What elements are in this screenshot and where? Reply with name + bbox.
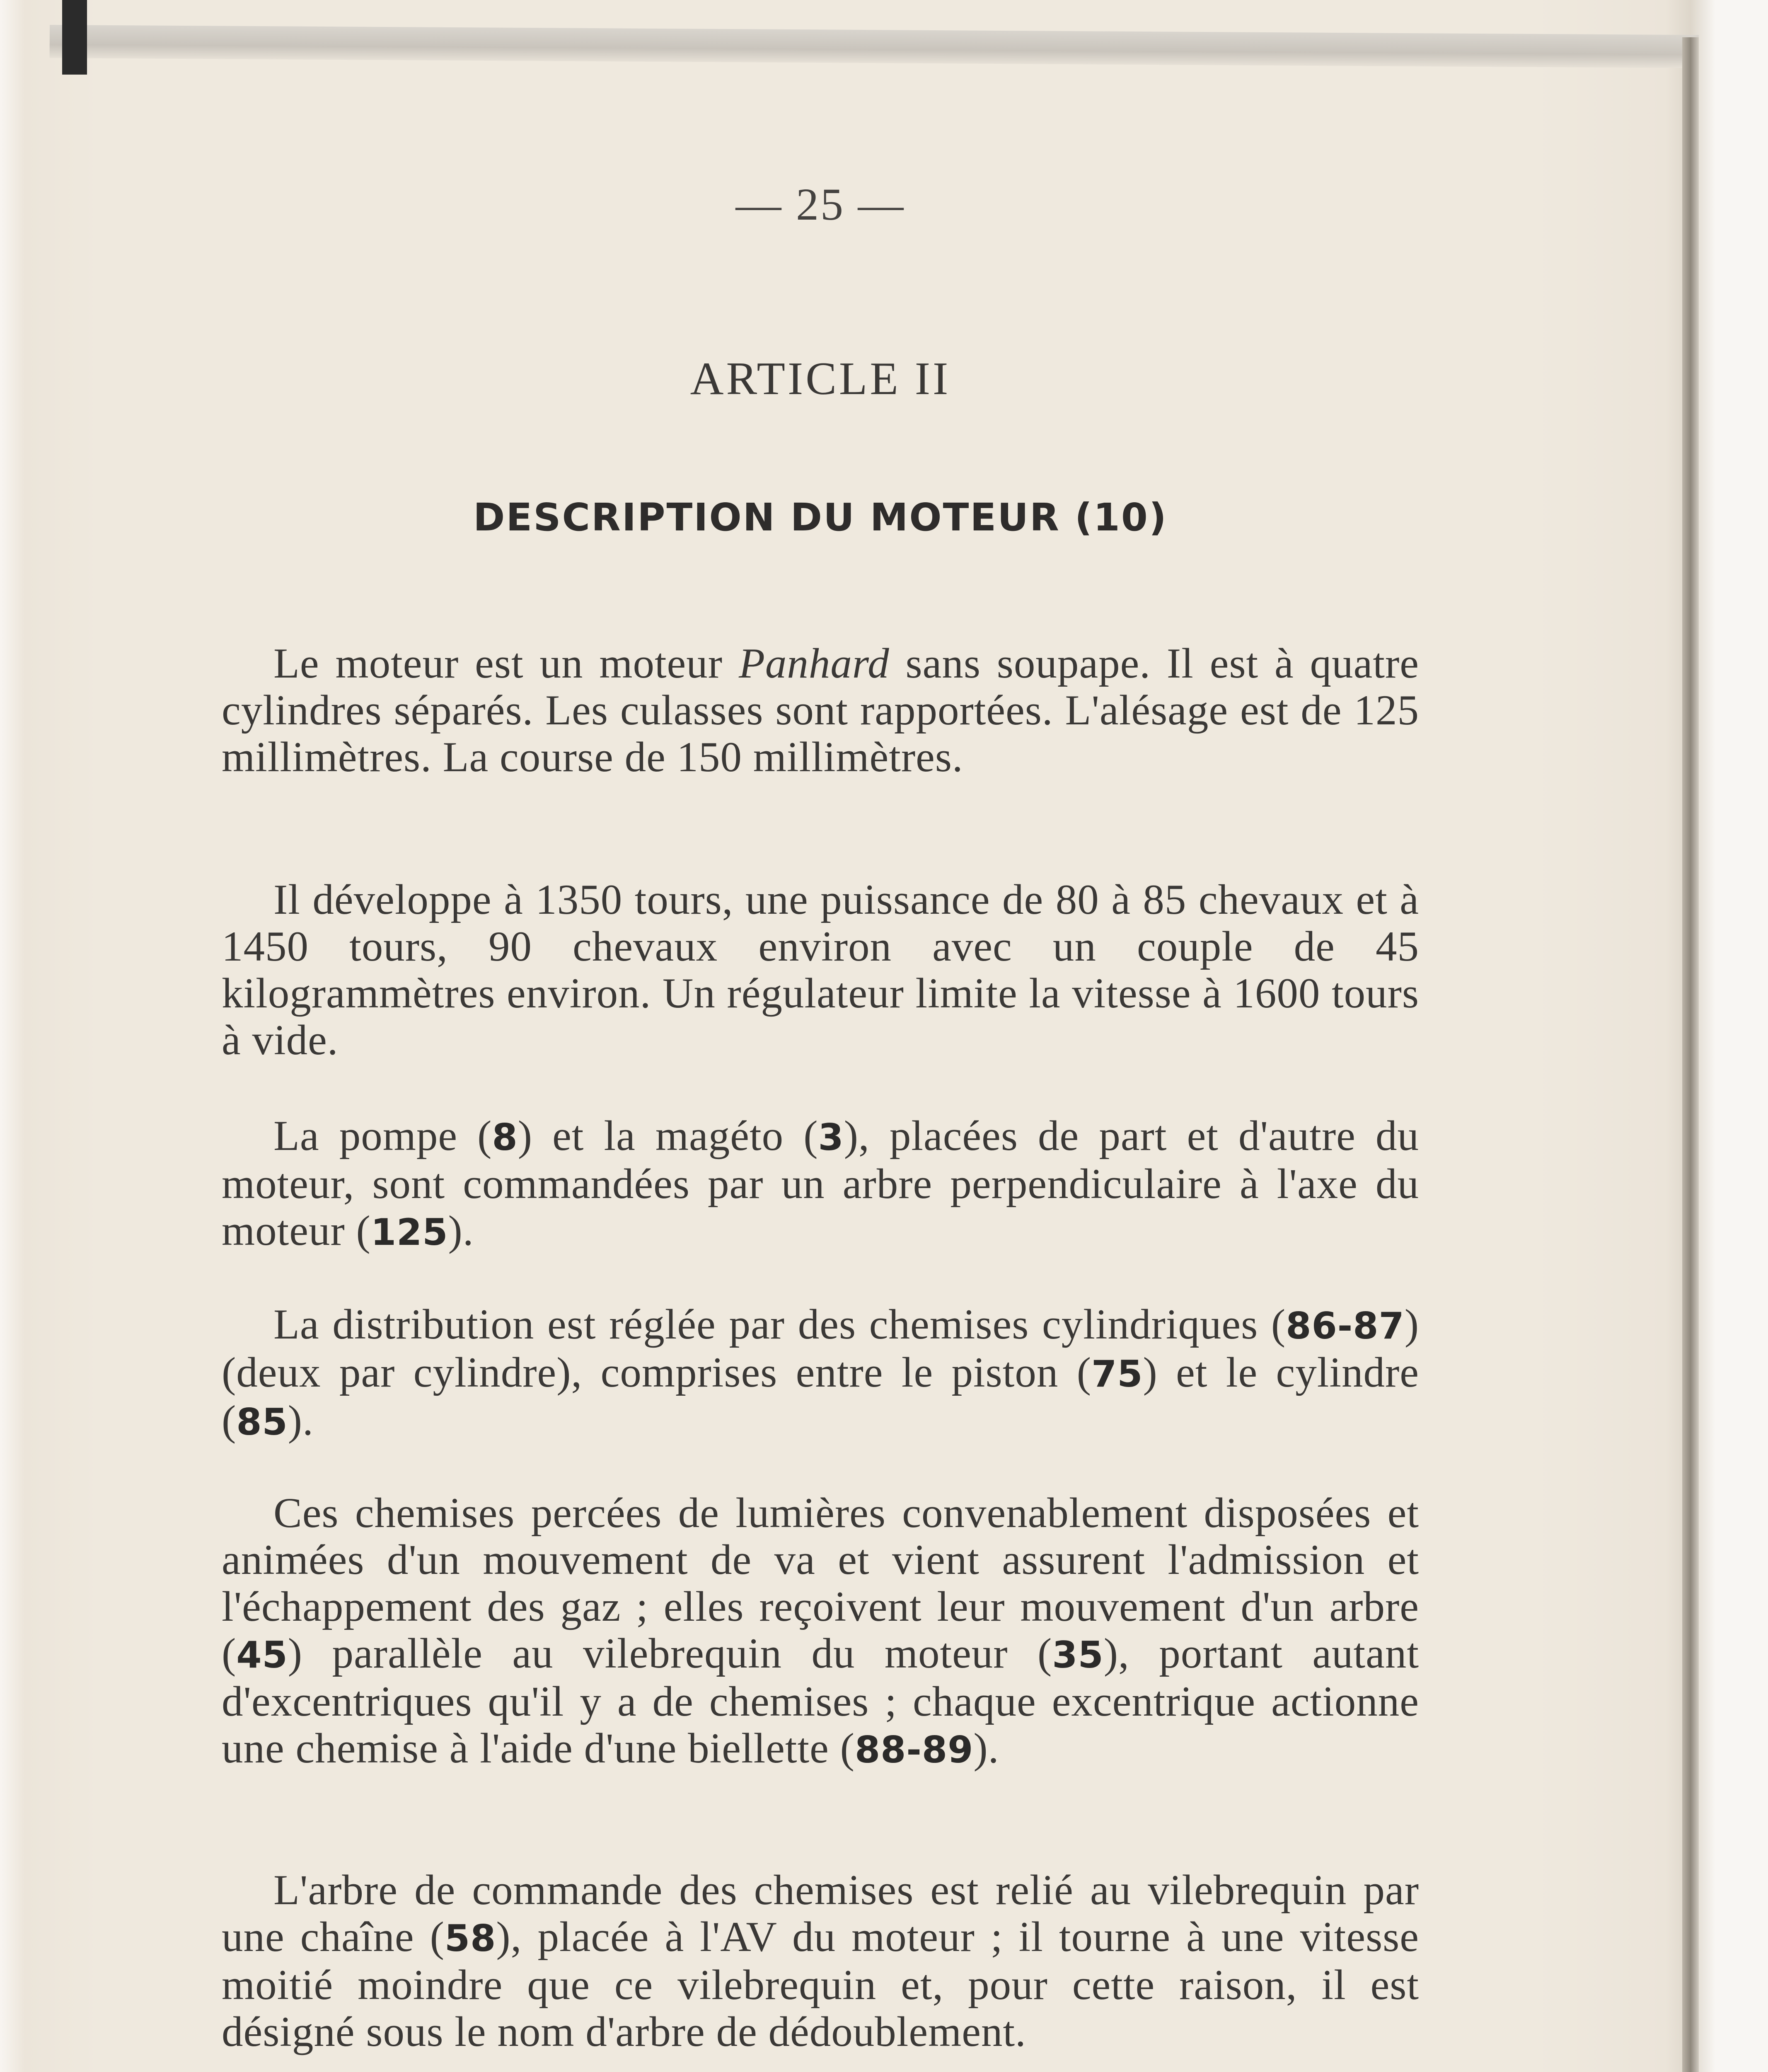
paragraph-5-text-a: Ces chemises percées de lumières convenablement disposées et animées d'un mouvement de va et vient assurent l'admission et l'échappement des gaz ; elles reçoivent leur mouvement d'un arbre (: [222, 1489, 1419, 1677]
paragraph-1: [222, 640, 1419, 781]
section-heading: DESCRIPTION DU MOTEUR (10): [473, 495, 1168, 540]
paragraph-3: [222, 1113, 1419, 1256]
paragraph-4-text-c: ) et le cylindre (: [222, 1349, 1419, 1444]
paragraph-6-text-b: ), placée à l'AV du moteur ; il tourne à une vitesse moitié moindre que ce vilebrequin et, pour cette raison, il est désigné sous le nom d'arbre de dédoublement.: [222, 1913, 1419, 2055]
paragraph-1-text-c: sans soupape. Il est à quatre cylindres séparés. Les culasses sont rapportées. L'alésage est de 125 millimètres. La course de 150 millimètres.: [222, 640, 1419, 781]
paragraph-3-text-d: ).: [448, 1207, 474, 1254]
binding-mark-top: [62, 0, 87, 75]
page-top-edge: [50, 25, 1699, 68]
reference-number: 88-89: [854, 1728, 974, 1771]
paragraph-3-text-a: La pompe (: [273, 1112, 492, 1159]
reference-number: 8: [492, 1116, 518, 1159]
paragraph-4-text-b: ) (deux par cylindre), comprises entre le piston (: [222, 1301, 1419, 1396]
paragraph-3-text-c: ), placées de part et d'autre du moteur, sont commandées par un arbre perpendiculaire à l'axe du moteur (: [222, 1112, 1419, 1254]
reference-number: 3: [818, 1116, 844, 1159]
paragraph-5-text-c: ), portant autant d'excentriques qu'il y a de chemises ; chaque excentrique actionne une chemise à l'aide d'une biellette (: [222, 1630, 1419, 1772]
page-number: — 25 —: [735, 179, 905, 230]
paragraph-4-text-a: La distribution est réglée par des chemises cylindriques (: [273, 1301, 1286, 1348]
paragraph-3-text-b: ) et la magéto (: [518, 1112, 818, 1159]
reference-number: 75: [1091, 1353, 1143, 1395]
page-right-edge: [1682, 37, 1699, 2072]
paragraph-5-text-b: ) parallèle au vilebrequin du moteur (: [288, 1630, 1052, 1677]
paragraph-1-text-a: Le moteur est un moteur: [273, 640, 739, 687]
reference-number: 85: [236, 1401, 288, 1443]
reference-number: 45: [236, 1634, 288, 1676]
reference-number: 125: [370, 1211, 448, 1254]
paragraph-1-brand: Panhard: [738, 640, 890, 687]
paragraph-2: [222, 876, 1419, 1064]
paragraph-6-text-a: L'arbre de commande des chemises est relié au vilebrequin par une chaîne (: [222, 1866, 1419, 1961]
paragraph-6: [222, 1867, 1419, 2055]
paragraph-5: [222, 1490, 1419, 1773]
reference-number: 86-87: [1286, 1305, 1405, 1347]
article-title: ARTICLE II: [690, 353, 951, 404]
reference-number: 35: [1052, 1634, 1104, 1676]
paragraph-4-text-d: ).: [288, 1397, 314, 1444]
reference-number: 58: [444, 1917, 496, 1960]
paragraph-2-text: Il développe à 1350 tours, une puissance de 80 à 85 chevaux et à 1450 tours, 90 chevaux environ avec un couple de 45 kilogrammètres environ. Un régulateur limite la vitesse à 1600 tours à vide.: [222, 876, 1419, 1064]
paragraph-5-text-d: ).: [973, 1725, 999, 1772]
paragraph-4: [222, 1301, 1419, 1445]
